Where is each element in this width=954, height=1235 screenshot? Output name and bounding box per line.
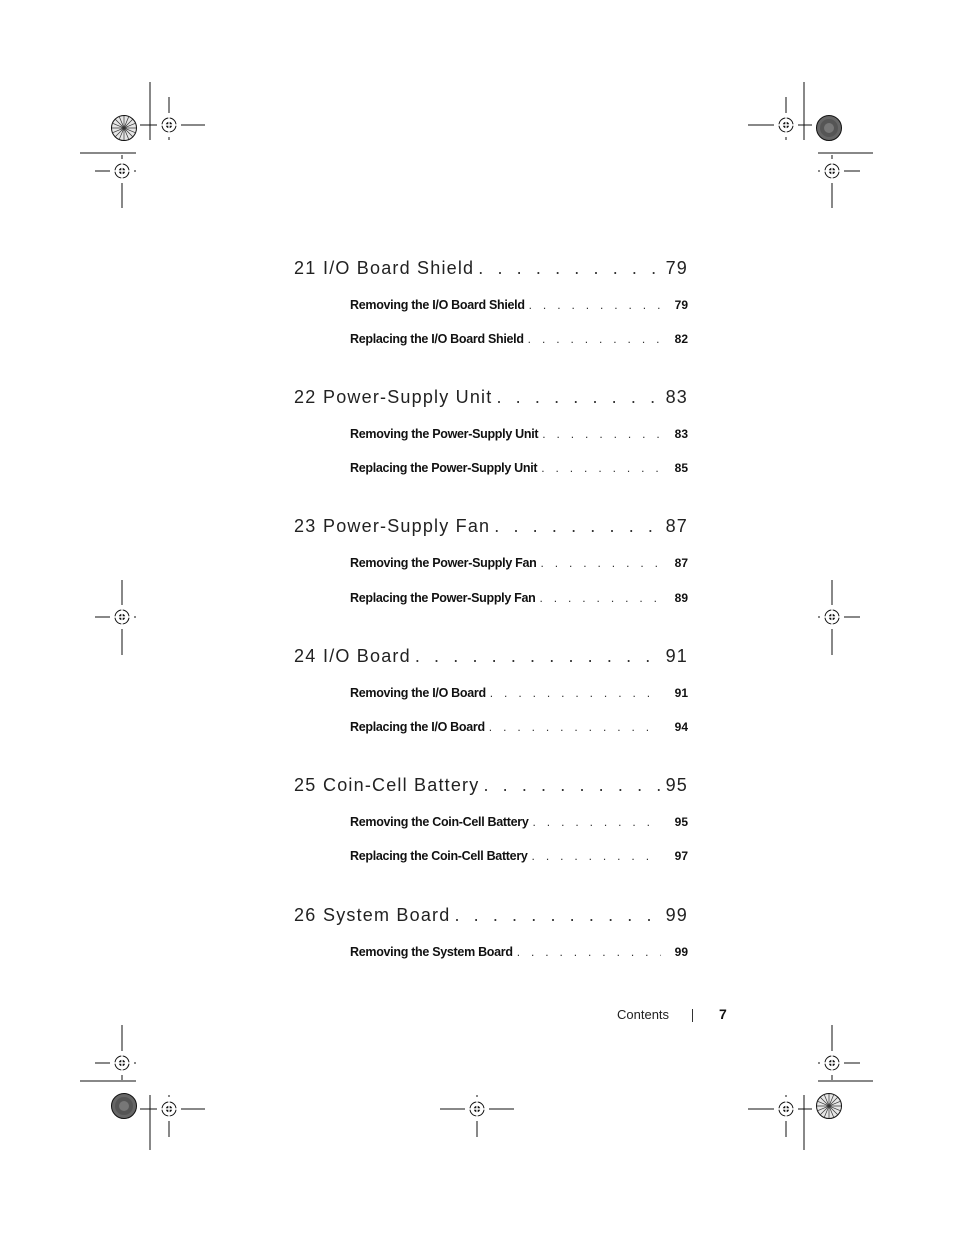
section-title: Replacing the I/O Board <box>350 720 485 734</box>
chapter-page: 79 <box>665 258 688 278</box>
section-title: Replacing the I/O Board Shield <box>350 332 524 346</box>
chapter-title: I/O Board Shield <box>323 258 475 278</box>
section-page: 94 <box>674 720 688 734</box>
chapter-page: 99 <box>665 905 688 925</box>
chapter-title: I/O Board <box>323 646 411 666</box>
section-entry[interactable] <box>350 332 688 346</box>
chapter-page: 95 <box>665 775 688 795</box>
section-title: Replacing the Coin-Cell Battery <box>350 849 528 863</box>
dot-leader <box>483 775 659 796</box>
chapter-title: System Board <box>323 905 451 925</box>
dot-leader <box>478 258 659 279</box>
section-title: Replacing the Power-Supply Unit <box>350 461 538 475</box>
dot-leader <box>540 556 660 570</box>
section-page: 83 <box>674 427 688 441</box>
footer-section-label: Contents <box>617 1007 670 1022</box>
section-entry[interactable] <box>350 427 688 441</box>
chapter-number: 22 <box>294 387 317 407</box>
dot-leader <box>528 332 661 346</box>
section-page: 87 <box>674 556 688 570</box>
dot-leader <box>494 516 659 537</box>
section-title: Replacing the Power-Supply Fan <box>350 591 536 605</box>
section-title: Removing the I/O Board <box>350 686 486 700</box>
chapter-title: Power-Supply Unit <box>323 387 493 407</box>
dot-leader <box>454 905 659 926</box>
section-entry[interactable] <box>350 556 688 570</box>
dot-leader <box>533 815 661 829</box>
chapter-entry[interactable] <box>294 646 688 667</box>
chapter-number: 24 <box>294 646 317 666</box>
chapter-entry[interactable] <box>294 516 688 537</box>
dot-leader <box>496 387 659 408</box>
chapter-title: Power-Supply Fan <box>323 516 491 536</box>
section-title: Removing the Coin-Cell Battery <box>350 815 529 829</box>
section-entry[interactable] <box>350 461 688 475</box>
footer-divider <box>692 1009 693 1022</box>
dot-leader <box>532 849 661 863</box>
section-page: 89 <box>674 591 688 605</box>
section-title: Removing the Power-Supply Unit <box>350 427 539 441</box>
section-entry[interactable] <box>350 849 688 863</box>
chapter-page: 91 <box>665 646 688 666</box>
dot-leader <box>415 646 660 667</box>
chapter-page: 83 <box>665 387 688 407</box>
section-page: 85 <box>674 461 688 475</box>
section-page: 99 <box>674 945 688 959</box>
chapter-title: Coin-Cell Battery <box>323 775 480 795</box>
chapter-entry[interactable] <box>294 387 688 408</box>
dot-leader <box>489 720 661 734</box>
section-page: 91 <box>674 686 688 700</box>
section-entry[interactable] <box>350 945 688 959</box>
section-title: Removing the I/O Board Shield <box>350 298 525 312</box>
dot-leader <box>542 427 660 441</box>
chapter-page: 87 <box>665 516 688 536</box>
dot-leader <box>541 461 660 475</box>
section-entry[interactable] <box>350 298 688 312</box>
chapter-entry[interactable] <box>294 258 688 279</box>
chapter-number: 21 <box>294 258 317 278</box>
dot-leader <box>490 686 661 700</box>
section-entry[interactable] <box>350 720 688 734</box>
dot-leader <box>529 298 661 312</box>
section-page: 97 <box>674 849 688 863</box>
section-page: 82 <box>674 332 688 346</box>
chapter-entry[interactable] <box>294 905 688 926</box>
section-entry[interactable] <box>350 591 688 605</box>
section-page: 95 <box>674 815 688 829</box>
chapter-entry[interactable] <box>294 775 688 796</box>
section-title: Removing the System Board <box>350 945 513 959</box>
footer-page-number: 7 <box>719 1006 727 1022</box>
chapter-number: 26 <box>294 905 317 925</box>
chapter-number: 23 <box>294 516 317 536</box>
dot-leader <box>539 591 660 605</box>
section-entry[interactable] <box>350 815 688 829</box>
section-page: 79 <box>674 298 688 312</box>
section-entry[interactable] <box>350 686 688 700</box>
dot-leader <box>517 945 661 959</box>
section-title: Removing the Power-Supply Fan <box>350 556 537 570</box>
chapter-number: 25 <box>294 775 317 795</box>
